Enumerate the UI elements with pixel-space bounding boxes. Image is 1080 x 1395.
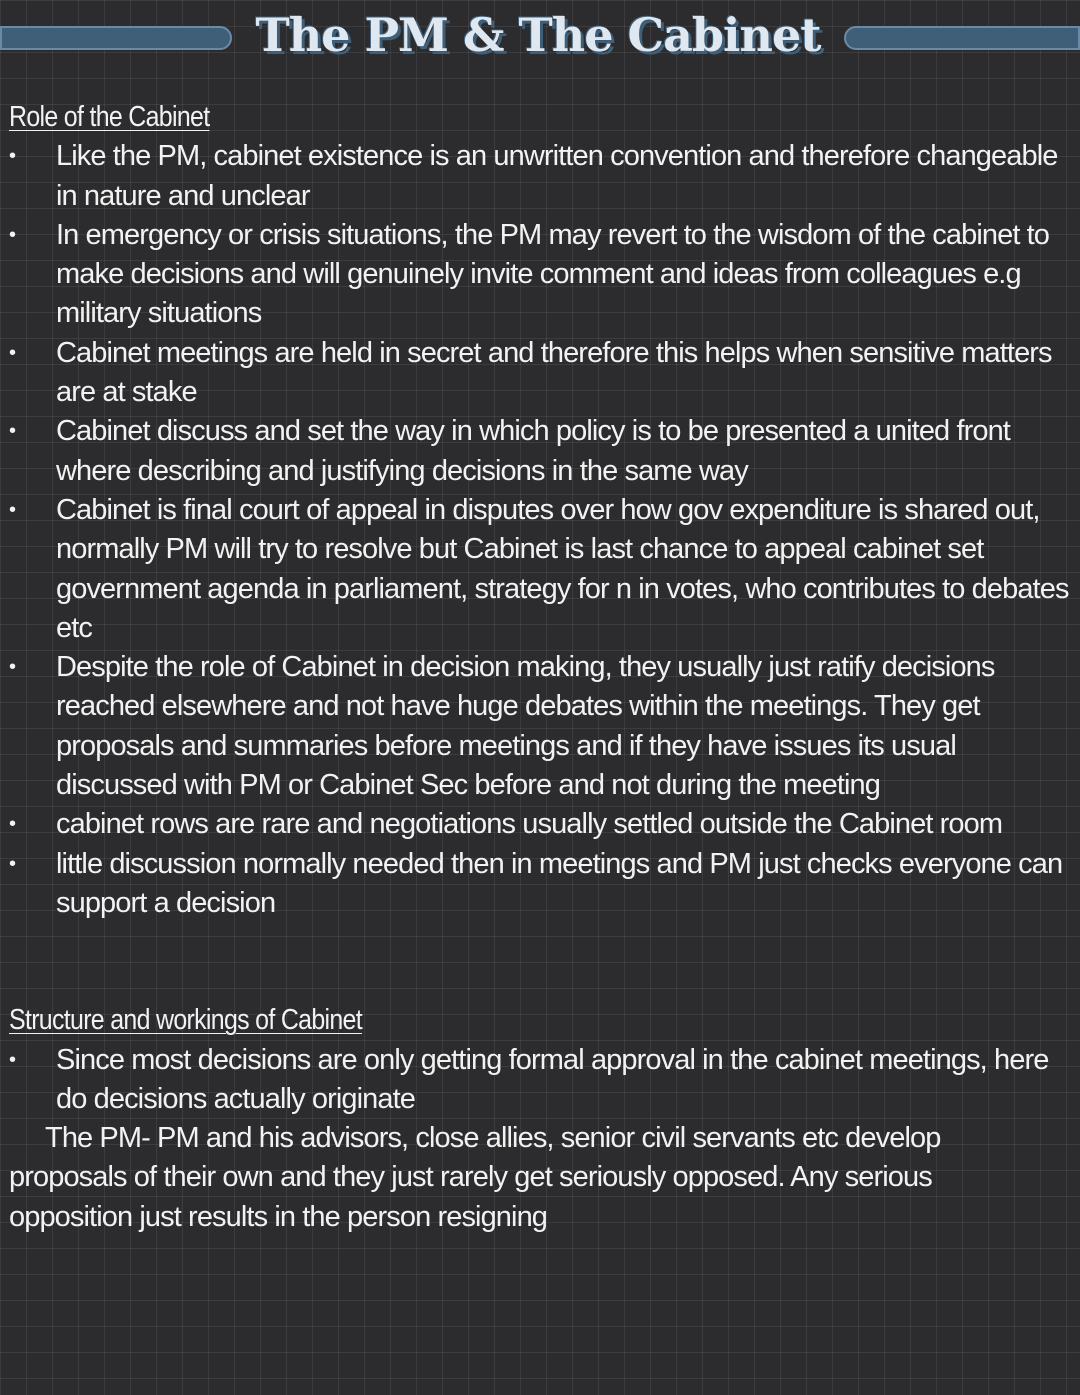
bullet-text: Cabinet is final court of appeal in disputes over how gov expenditure is shared out, normally PM will try to resolve but Cabinet is last chance to appeal cabinet set government agenda in parliament, strategy for n in votes, who contributes to debates etc [56, 493, 1069, 644]
list-item [0, 648, 1080, 805]
structure-bullet-list [0, 1041, 1080, 1120]
bullet-text: Despite the role of Cabinet in decision making, they usually just ratify decisions reached elsewhere and not have huge debates within the meetings. They get proposals and summaries before meetings and if they have issues its usual discussed with PM or Cabinet Sec before and not during the meeting [56, 651, 995, 802]
section-spacer [0, 923, 1080, 1001]
structure-paragraph: The PM- PM and his advisors, close allies, senior civil servants etc develop proposals of their own and they just rarely get seriously opposed. Any serious opposition just results in the person resigning [9, 1122, 941, 1233]
list-item [0, 491, 1080, 648]
bullet-icon: • [9, 813, 16, 836]
bullet-text: cabinet rows are rare and negotiations usually settled outside the Cabinet room [56, 808, 1003, 841]
bullet-icon: • [9, 420, 16, 443]
bullet-text: Cabinet discuss and set the way in which policy is to be presented a united front where describing and justifying decisions in the same way [56, 415, 1010, 487]
list-item [0, 137, 1080, 216]
list-item [0, 334, 1080, 413]
bullet-text: Like the PM, cabinet existence is an unwritten convention and therefore changeable in nature and unclear [56, 140, 1058, 212]
list-item [0, 1041, 1080, 1120]
list-item [0, 805, 1080, 844]
title-bar-left-decoration [0, 26, 232, 50]
page-title: The PM & The Cabinet [255, 8, 821, 62]
bullet-icon: • [9, 145, 16, 168]
bullet-icon: • [9, 852, 16, 875]
list-item [0, 845, 1080, 924]
list-item [0, 412, 1080, 491]
bullet-text: little discussion normally needed then in meetings and PM just checks everyone can support a decision [56, 847, 1063, 919]
title-banner [0, 8, 1080, 66]
list-item [0, 216, 1080, 334]
bullet-text: In emergency or crisis situations, the PM may revert to the wisdom of the cabinet to make decisions and will genuinely invite comment and ideas from colleagues e.g military situations [56, 218, 1050, 330]
bullet-icon: • [9, 656, 16, 679]
bullet-icon: • [9, 223, 16, 246]
section-heading-role: Role of the Cabinet [9, 101, 210, 133]
bullet-text: Since most decisions are only getting formal approval in the cabinet meetings, here do decisions actually originate [56, 1043, 1049, 1115]
bullet-text: Cabinet meetings are held in secret and therefore this helps when sensitive matters are at stake [56, 336, 1052, 409]
bullet-icon: • [9, 498, 16, 521]
bullet-icon: • [9, 341, 16, 364]
section-heading-structure: Structure and workings of Cabinet [9, 1004, 362, 1037]
notes-content [0, 98, 1080, 1237]
bullet-icon: • [9, 1048, 16, 1071]
title-bar-right-decoration [844, 26, 1080, 50]
role-bullet-list [0, 137, 1080, 923]
